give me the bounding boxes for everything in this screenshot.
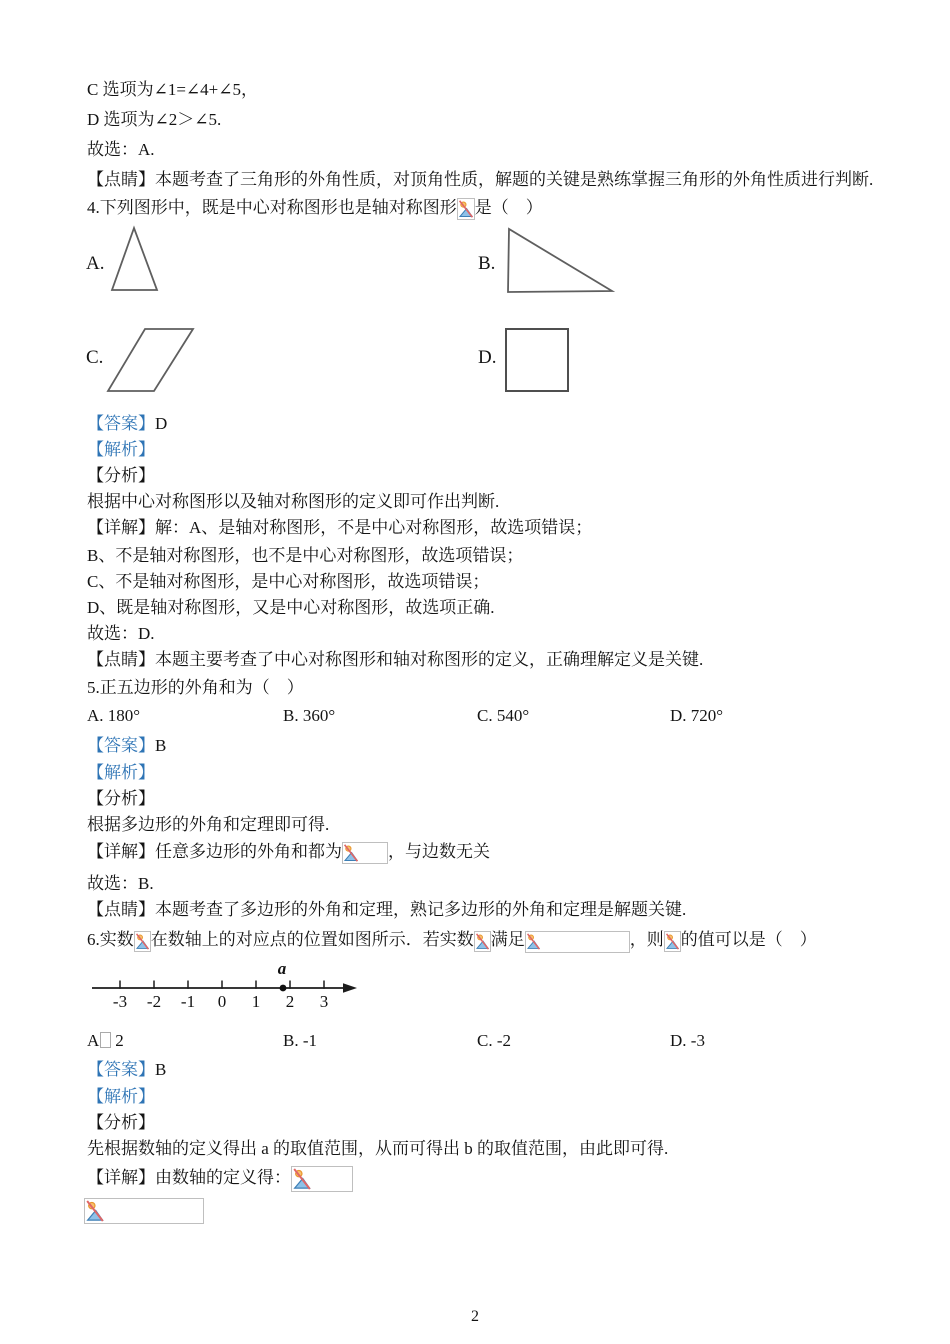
answer-value: D	[155, 414, 168, 433]
q4-stem-prefix: 4.下列图形中，既是中心对称图形也是轴对称图形	[87, 198, 457, 217]
answer-tag: 【答案】	[87, 736, 155, 755]
q5-answer-line	[87, 734, 166, 758]
q6-answer-line	[87, 1058, 166, 1082]
q6-stem-seg2: 在数轴上的对应点的位置如图所示．若实数	[150, 930, 474, 949]
prev-option-c-line: C 选项为∠1=∠4+∠5，	[87, 80, 258, 99]
answer-tag: 【答案】	[87, 1060, 155, 1079]
point-a-dot	[280, 985, 287, 992]
prev-tip-line: 【点睛】本题考查了三角形的外角性质，对顶角性质，解题的关键是熟练掌握三角形的外角性质进行判断.	[87, 170, 874, 189]
q5-option-a: A. 180°	[87, 706, 141, 725]
q4-tip-line: 【点睛】本题主要考查了中心对称图形和轴对称图形的定义，正确理解定义是关键.	[87, 650, 704, 669]
q4-stem-suffix: 是（ ）	[474, 198, 543, 217]
q6-stem-seg5: 的值可以是（ ）	[680, 930, 817, 949]
q4-method-text: 根据中心对称图形以及轴对称图形的定义即可作出判断.	[87, 492, 500, 511]
tick-label: -2	[146, 992, 162, 1011]
q6-option-d: D. -3	[670, 1031, 705, 1050]
q5-analysis-tag: 【解析】	[87, 763, 155, 782]
q6-stem-seg1: 6.实数	[87, 930, 134, 949]
q6-analysis-tag: 【解析】	[87, 1087, 155, 1106]
q5-option-d: D. 720°	[670, 706, 724, 725]
q6-option-b: B. -1	[283, 1031, 317, 1050]
tick-label: 2	[285, 992, 295, 1011]
broken-image-icon	[134, 931, 151, 952]
q4-figure-d-square	[498, 321, 578, 399]
q4-option-a-label: A.	[86, 253, 105, 274]
q4-figure-c-parallelogram	[100, 321, 200, 399]
q5-stem-line: 5.正五边形的外角和为（ ）	[87, 678, 304, 697]
q4-stem-line	[87, 196, 543, 220]
prev-option-d-line: D 选项为∠2＞∠5.	[87, 110, 222, 129]
q6-option-c: C. -2	[477, 1031, 511, 1050]
broken-image-icon	[84, 1198, 204, 1224]
q4-answer-line	[87, 412, 167, 436]
q6-method-tag: 【分析】	[87, 1113, 155, 1132]
q5-tip-line: 【点睛】本题考查了多边形的外角和定理，熟记多边形的外角和定理是解题关键.	[87, 900, 687, 919]
q5-detail-line	[87, 840, 490, 864]
tick-label: 0	[217, 992, 227, 1011]
tick-label: 1	[251, 992, 261, 1011]
q6-stem-seg3: 满足	[490, 930, 525, 949]
q4-detail-line-c: C、不是轴对称图形，是中心对称图形，故选项错误；	[87, 572, 490, 591]
q5-method-text: 根据多边形的外角和定理即可得.	[87, 815, 330, 834]
q6-option-a	[87, 1031, 124, 1051]
tick-label: -1	[180, 992, 196, 1011]
q4-detail-line-b: B、不是轴对称图形，也不是中心对称图形，故选项错误；	[87, 546, 524, 565]
q4-option-d-label: D.	[478, 347, 497, 368]
q6-option-a-letter: A	[87, 1031, 100, 1050]
page-number: 2	[471, 1308, 479, 1325]
tick-label: -3	[112, 992, 128, 1011]
broken-image-icon	[342, 842, 388, 864]
answer-value: B	[155, 736, 167, 755]
q5-method-tag: 【分析】	[87, 789, 155, 808]
q4-figure-a-triangle	[100, 221, 170, 299]
q6-detail-line-2	[84, 1198, 204, 1224]
q6-detail-prefix: 【详解】由数轴的定义得：	[87, 1168, 291, 1187]
q6-number-line-figure	[86, 962, 376, 1014]
point-a-label: a	[277, 962, 287, 978]
broken-image-icon	[291, 1166, 353, 1192]
q4-option-b-label: B.	[478, 253, 496, 274]
q6-stem-line	[87, 928, 817, 953]
q5-detail-suffix: ，与边数无关	[388, 842, 490, 861]
q6-detail-line	[87, 1166, 353, 1192]
arrow-right-icon	[343, 983, 357, 992]
q6-method-text: 先根据数轴的定义得出 a 的取值范围，从而可得出 b 的取值范围，由此即可得.	[87, 1139, 669, 1158]
q6-stem-seg4: ，则	[629, 930, 664, 949]
q6-option-a-value: 2	[115, 1031, 124, 1050]
broken-image-icon	[664, 931, 681, 952]
q5-detail-prefix: 【详解】任意多边形的外角和都为	[87, 842, 342, 861]
answer-value: B	[155, 1060, 167, 1079]
q5-conclusion-line: 故选：B.	[87, 874, 154, 893]
q4-analysis-tag: 【解析】	[87, 440, 155, 459]
q4-method-tag: 【分析】	[87, 466, 155, 485]
broken-image-icon	[474, 931, 491, 952]
tick-label: 3	[319, 992, 329, 1011]
broken-image-icon	[525, 931, 630, 953]
missing-glyph-box	[100, 1032, 111, 1048]
q5-option-c: C. 540°	[477, 706, 530, 725]
broken-image-icon	[457, 198, 475, 220]
q4-conclusion-line: 故选：D.	[87, 624, 155, 643]
q4-detail-line-d: D、既是轴对称图形，又是中心对称图形，故选项正确.	[87, 598, 495, 617]
q4-detail-line-a: 【详解】解：A、是轴对称图形，不是中心对称图形，故选项错误；	[87, 518, 593, 537]
prev-conclusion-line: 故选：A.	[87, 140, 155, 159]
q4-option-c-label: C.	[86, 347, 104, 368]
q4-figure-b-right-triangle	[498, 221, 623, 299]
answer-tag: 【答案】	[87, 414, 155, 433]
q5-option-b: B. 360°	[283, 706, 336, 725]
